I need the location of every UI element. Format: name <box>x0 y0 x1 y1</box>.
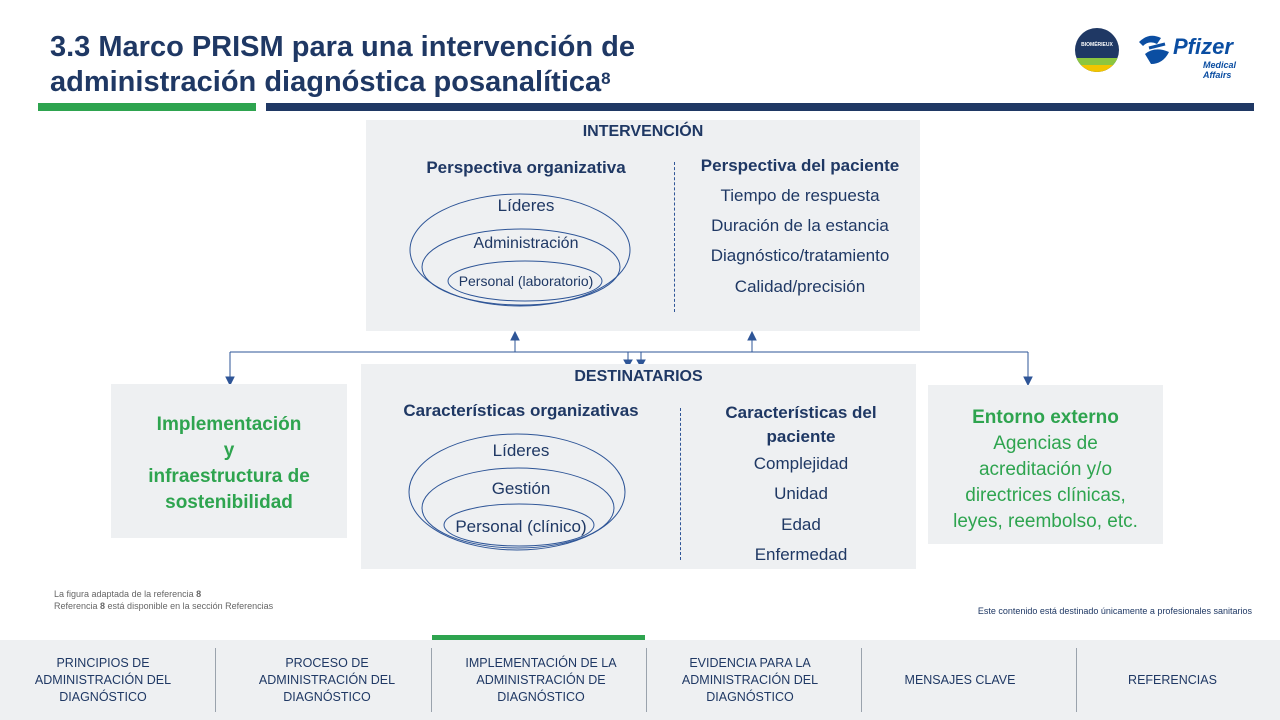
patient-characteristics-title <box>686 401 916 449</box>
external-line-4: leyes, reembolso, etc. <box>953 511 1138 532</box>
implementation-line-4: sostenibilidad <box>165 492 293 513</box>
org-characteristics-title: Características organizativas <box>403 401 639 420</box>
external-line-1: Agencias de <box>993 433 1098 454</box>
external-line-3: directrices clínicas, <box>965 485 1126 506</box>
recipients-panel <box>361 364 916 569</box>
org-perspective-title: Perspectiva organizativa <box>426 158 626 177</box>
nav-item-references[interactable]: REFERENCIAS <box>1128 672 1217 687</box>
footnote-line-2: Referencia 8 está disponible en la sección Referencias <box>54 601 274 611</box>
footnote-line-1: La figura adaptada de la referencia 8 <box>54 589 202 599</box>
intervention-divider <box>674 162 675 312</box>
patient-perspective-title: Perspectiva del paciente <box>700 156 900 175</box>
intervention-panel <box>366 120 920 331</box>
recip-circle-staff: Personal (clínico) <box>455 517 587 536</box>
patient-char-unit: Unidad <box>774 484 828 503</box>
external-line-2: acreditación y/o <box>978 459 1113 480</box>
patient-item-response-time: Tiempo de respuesta <box>720 186 880 205</box>
pfizer-subtitle: Medical Affairs <box>1203 60 1237 80</box>
patient-char-age: Edad <box>781 515 821 534</box>
org-circle-leaders: Líderes <box>497 196 555 215</box>
figure-footnote <box>54 588 273 612</box>
implementation-line-1: Implementación <box>156 414 302 435</box>
implementation-panel <box>111 384 347 538</box>
nav-item-process[interactable]: PROCESO DE ADMINISTRACIÓN DEL DIAGNÓSTICO <box>258 655 396 704</box>
nav-item-key-messages[interactable]: MENSAJES CLAVE <box>904 672 1016 687</box>
nav-item-implementation[interactable]: IMPLEMENTACIÓN DE LA ADMINISTRACIÓN DE DIAGNÓSTICO <box>465 655 617 704</box>
title-superscript: 8 <box>601 69 611 88</box>
audience-disclaimer: Este contenido está destinado únicamente a profesionales sanitarios <box>977 606 1252 616</box>
recip-circle-leaders: Líderes <box>492 441 550 460</box>
title-line-1: 3.3 Marco PRISM para una intervención de <box>50 31 635 63</box>
external-title: Entorno externo <box>972 407 1119 428</box>
implementation-line-2: y <box>223 440 235 461</box>
recipients-divider <box>680 408 681 560</box>
nav-item-evidence[interactable]: EVIDENCIA PARA LA ADMINISTRACIÓN DEL DIAGNÓSTICO <box>681 655 819 704</box>
nav-item-principles[interactable]: PRINCIPIOS DE ADMINISTRACIÓN DEL DIAGNÓSTICO <box>34 655 172 704</box>
patient-item-diagnosis-treatment: Diagnóstico/tratamiento <box>710 246 890 265</box>
patient-characteristics-title-line-1: Características del <box>725 403 877 422</box>
patient-characteristics-title-line-2: paciente <box>766 427 836 446</box>
bottom-navigation <box>0 640 1280 720</box>
patient-char-disease: Enfermedad <box>754 545 848 564</box>
recipients-heading: DESTINATARIOS <box>574 368 703 385</box>
pfizer-wordmark: Pfizer <box>1173 34 1233 59</box>
org-circle-staff: Personal (laboratorio) <box>458 273 594 289</box>
external-panel <box>928 385 1163 544</box>
recip-circle-management: Gestión <box>491 479 551 498</box>
patient-item-quality: Calidad/precisión <box>734 277 866 296</box>
title-line-2-text: administración diagnóstica posanalítica <box>50 66 602 98</box>
biomerieux-logo-text: BIOMÉRIEUX <box>1081 42 1113 48</box>
intervention-heading: INTERVENCIÓN <box>582 123 704 140</box>
patient-item-length-of-stay: Duración de la estancia <box>711 216 889 235</box>
org-circle-administration: Administración <box>473 235 579 252</box>
implementation-line-3: infraestructura de <box>148 466 310 487</box>
patient-char-complexity: Complejidad <box>753 454 849 473</box>
